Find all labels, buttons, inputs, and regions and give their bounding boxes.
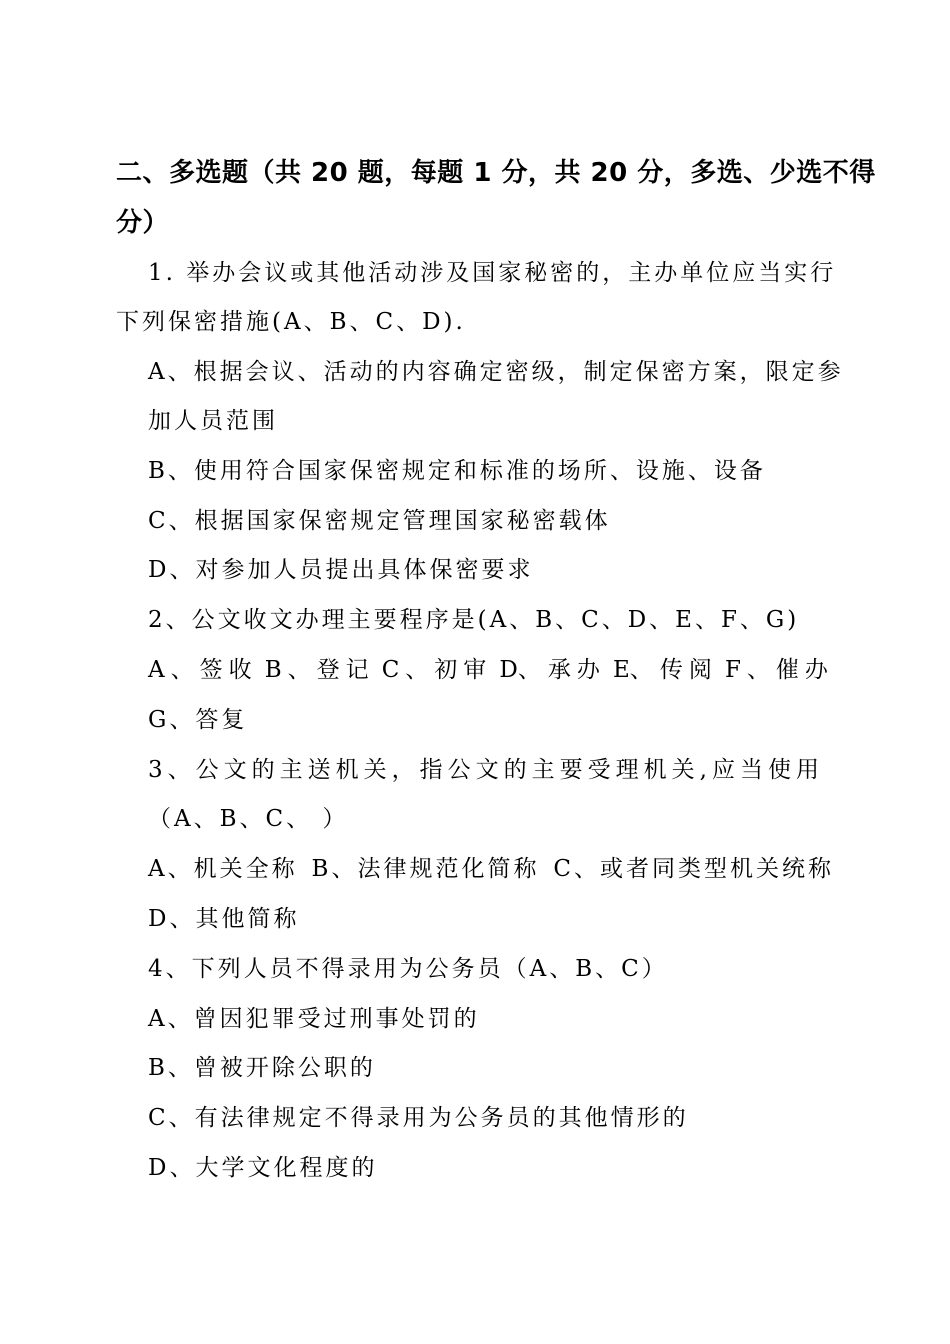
- question-1-option-a-continued: 加人员范围: [148, 408, 278, 434]
- option-item: 承办: [547, 657, 606, 683]
- option-item: E、: [612, 657, 653, 683]
- question-1-option-d: D、对参加人员提出具体保密要求: [148, 557, 534, 583]
- question-4-stem: 4、下列人员不得录用为公务员（A、B、C）: [148, 956, 668, 982]
- option-item: 传阅: [659, 657, 718, 683]
- question-4-option-c: C、有法律规定不得录用为公务员的其他情形的: [148, 1105, 689, 1131]
- option-item: B、法律规范化简称: [311, 856, 540, 882]
- option-item: C、初审: [381, 657, 493, 683]
- question-1-stem-line-1: 1. 举办会议或其他活动涉及国家秘密的，主办单位应当实行: [148, 260, 837, 286]
- question-4-option-b: B、曾被开除公职的: [148, 1055, 376, 1081]
- question-2-stem: 2、公文收文办理主要程序是(A、B、C、D、E、F、G): [148, 607, 800, 633]
- question-3-options-row: [148, 854, 834, 884]
- question-1-option-a: A、根据会议、活动的内容确定密级，制定保密方案，限定参: [148, 359, 844, 385]
- option-item: A、机关全称: [148, 856, 298, 882]
- question-1-option-c: C、根据国家保密规定管理国家秘密载体: [148, 508, 611, 534]
- option-item: F、催办: [724, 657, 834, 683]
- question-1-stem-line-2: 下列保密措施(A、B、C、D).: [116, 309, 466, 335]
- section-heading: [116, 148, 876, 198]
- section-heading-line-2: 分）: [116, 208, 170, 238]
- question-3-stem-line-1: 3、公文的主送机关，指公文的主要受理机关,应当使用: [148, 757, 824, 783]
- question-3-stem-line-2: （A、B、C、 ）: [148, 806, 349, 832]
- question-4-option-a: A、曾因犯罪受过刑事处罚的: [148, 1006, 480, 1032]
- question-4-option-d: D、大学文化程度的: [148, 1155, 378, 1181]
- option-item: B、登记: [264, 657, 375, 683]
- question-2-option-g: G、答复: [148, 707, 248, 733]
- section-heading-line-1: 二、多选题（共 20 题，每题 1 分，共 20 分，多选、少选不得: [116, 158, 876, 188]
- section-heading-continued: [116, 198, 846, 248]
- question-1-option-b: B、使用符合国家保密规定和标准的场所、设施、设备: [148, 458, 766, 484]
- option-item: D、: [499, 657, 541, 683]
- question-3-option-d: D、其他简称: [148, 906, 300, 932]
- option-item: A、签收: [148, 657, 258, 683]
- question-2-options-row: [148, 655, 834, 685]
- option-item: C、或者同类型机关统称: [553, 856, 834, 882]
